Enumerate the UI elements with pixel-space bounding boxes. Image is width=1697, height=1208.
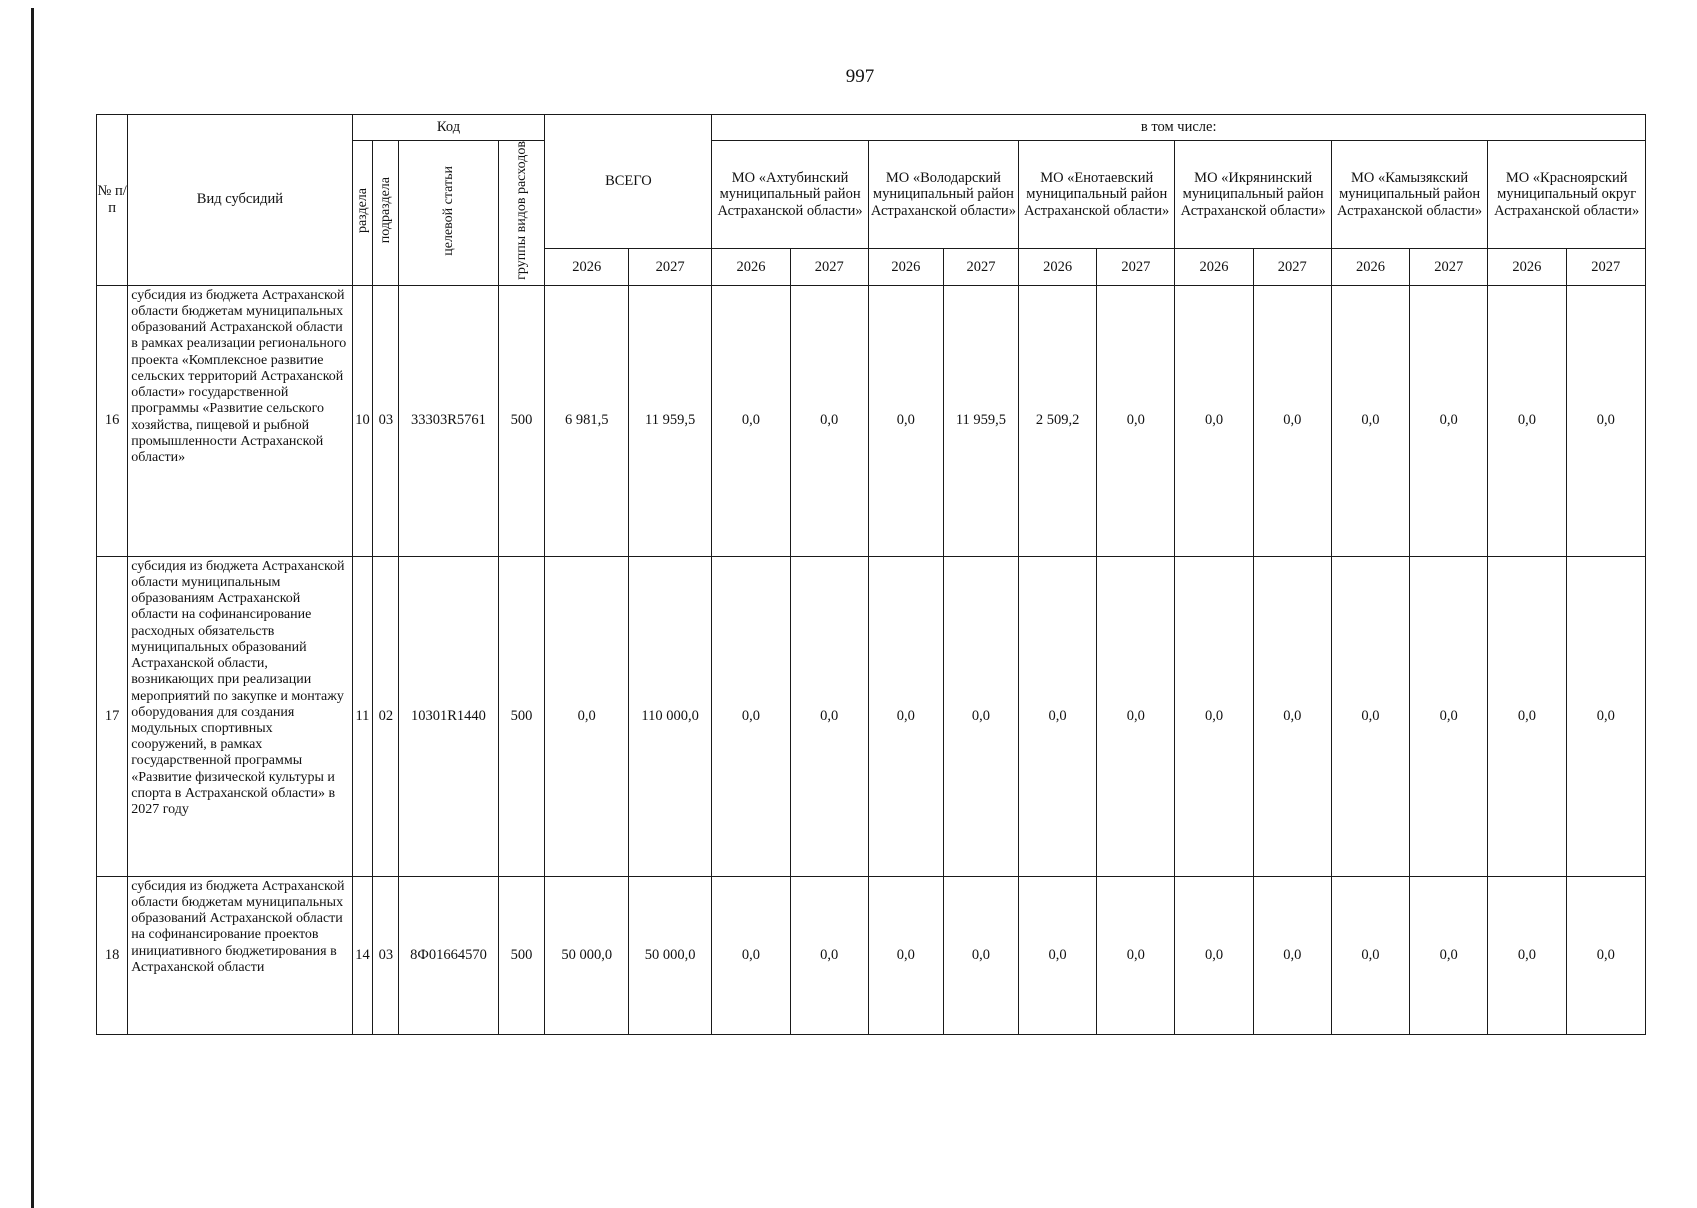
value-cell: 0,0: [943, 876, 1018, 1034]
row-celevaya: 8Ф01664570: [399, 876, 498, 1034]
row-gruppa: 500: [498, 285, 545, 556]
year-2027: 2027: [1097, 249, 1175, 285]
value-cell: 0,0: [1566, 876, 1645, 1034]
value-cell: 50 000,0: [545, 876, 628, 1034]
value-cell: 11 959,5: [943, 285, 1018, 556]
value-cell: 6 981,5: [545, 285, 628, 556]
value-cell: 0,0: [1331, 285, 1409, 556]
value-cell: 0,0: [712, 876, 790, 1034]
row-num: 18: [97, 876, 128, 1034]
value-cell: 0,0: [1175, 876, 1253, 1034]
header-num: № п/п: [97, 115, 128, 286]
value-cell: 0,0: [868, 876, 943, 1034]
table-row: [97, 876, 1646, 1034]
value-cell: 0,0: [1019, 876, 1097, 1034]
year-2026: 2026: [1019, 249, 1097, 285]
row-desc: субсидия из бюджета Астраханской области бюджетам муниципальных образований Астраханской области в рамках реализации регионального проекта «Комплексное развитие сельских территорий Астраханской области» государственной программы «Развитие сельского хозяйства, пищевой и рыбной промышленности Астраханской области»: [128, 285, 352, 556]
value-cell: 0,0: [1097, 876, 1175, 1034]
value-cell: 0,0: [1566, 556, 1645, 876]
value-cell: 0,0: [1488, 876, 1566, 1034]
row-razdel: 11: [352, 556, 373, 876]
value-cell: 0,0: [1253, 285, 1331, 556]
row-razdel: 14: [352, 876, 373, 1034]
row-celevaya: 33303R5761: [399, 285, 498, 556]
value-cell: 0,0: [868, 556, 943, 876]
value-cell: 0,0: [1175, 556, 1253, 876]
value-cell: 0,0: [790, 556, 868, 876]
header-gruppy: группы видов расходов: [498, 141, 545, 286]
header-podrazdel: подраздела: [373, 141, 399, 286]
subsidy-table: [96, 114, 1646, 1035]
value-cell: 0,0: [1410, 876, 1488, 1034]
value-cell: 0,0: [1410, 285, 1488, 556]
year-2026: 2026: [712, 249, 790, 285]
row-gruppa: 500: [498, 556, 545, 876]
row-podrazdel: 03: [373, 285, 399, 556]
year-2026: 2026: [1331, 249, 1409, 285]
header-mo-6: МО «Красноярский муниципальный округ Астраханской области»: [1488, 141, 1646, 249]
page-number: 997: [845, 66, 875, 87]
value-cell: 0,0: [943, 556, 1018, 876]
header-kod: Код: [352, 115, 545, 141]
header-v-tom-chisle: в том числе:: [712, 115, 1646, 141]
row-num: 16: [97, 285, 128, 556]
header-mo-2: МО «Володарский муниципальный район Астраханской области»: [868, 141, 1018, 249]
value-cell: 0,0: [1253, 556, 1331, 876]
value-cell: 0,0: [712, 556, 790, 876]
row-razdel: 10: [352, 285, 373, 556]
year-2027: 2027: [1566, 249, 1645, 285]
year-2026: 2026: [1488, 249, 1566, 285]
header-razdel: раздела: [352, 141, 373, 286]
row-podrazdel: 03: [373, 876, 399, 1034]
value-cell: 110 000,0: [628, 556, 711, 876]
header-celevaya: целевой статьи: [399, 141, 498, 286]
header-mo-3: МО «Енотаевский муниципальный район Астраханской области»: [1019, 141, 1175, 249]
year-2027: 2027: [1410, 249, 1488, 285]
header-mo-5: МО «Камызякский муниципальный район Астраханской области»: [1331, 141, 1487, 249]
value-cell: 50 000,0: [628, 876, 711, 1034]
value-cell: 0,0: [790, 876, 868, 1034]
margin-line: [31, 8, 34, 1208]
value-cell: 2 509,2: [1019, 285, 1097, 556]
value-cell: 0,0: [1097, 285, 1175, 556]
value-cell: 0,0: [790, 285, 868, 556]
year-2027: 2027: [790, 249, 868, 285]
value-cell: 0,0: [1097, 556, 1175, 876]
table-row: [97, 556, 1646, 876]
value-cell: 0,0: [1253, 876, 1331, 1034]
header-vid: Вид субсидий: [128, 115, 352, 286]
row-podrazdel: 02: [373, 556, 399, 876]
year-2027: 2027: [628, 249, 711, 285]
header-mo-4: МО «Икрянинский муниципальный район Астраханской области»: [1175, 141, 1331, 249]
value-cell: 0,0: [868, 285, 943, 556]
value-cell: 0,0: [1331, 876, 1409, 1034]
value-cell: 0,0: [712, 285, 790, 556]
value-cell: 0,0: [1488, 285, 1566, 556]
year-2027: 2027: [943, 249, 1018, 285]
row-desc: субсидия из бюджета Астраханской области муниципальным образованиям Астраханской области на софинансирование расходных обязательств муниципальных образований Астраханской области, возникающих при реализации мероприятий по закупке и монтажу оборудования для создания модульных спортивных сооружений, в рамках государственной программы «Развитие физической культуры и спорта в Астраханской области» в 2027 году: [128, 556, 352, 876]
value-cell: 0,0: [1410, 556, 1488, 876]
value-cell: 0,0: [1175, 285, 1253, 556]
row-desc: субсидия из бюджета Астраханской области бюджетам муниципальных образований Астраханской области на софинансирование проектов инициативного бюджетирования в Астраханской области: [128, 876, 352, 1034]
year-2026: 2026: [545, 249, 628, 285]
row-celevaya: 10301R1440: [399, 556, 498, 876]
value-cell: 0,0: [1331, 556, 1409, 876]
row-gruppa: 500: [498, 876, 545, 1034]
value-cell: 0,0: [1488, 556, 1566, 876]
table-row: [97, 285, 1646, 556]
header-vsego: ВСЕГО: [545, 115, 712, 249]
year-2027: 2027: [1253, 249, 1331, 285]
value-cell: 0,0: [1019, 556, 1097, 876]
value-cell: 0,0: [545, 556, 628, 876]
header-mo-1: МО «Ахтубинский муниципальный район Астраханской области»: [712, 141, 868, 249]
value-cell: 11 959,5: [628, 285, 711, 556]
value-cell: 0,0: [1566, 285, 1645, 556]
row-num: 17: [97, 556, 128, 876]
year-2026: 2026: [868, 249, 943, 285]
year-2026: 2026: [1175, 249, 1253, 285]
